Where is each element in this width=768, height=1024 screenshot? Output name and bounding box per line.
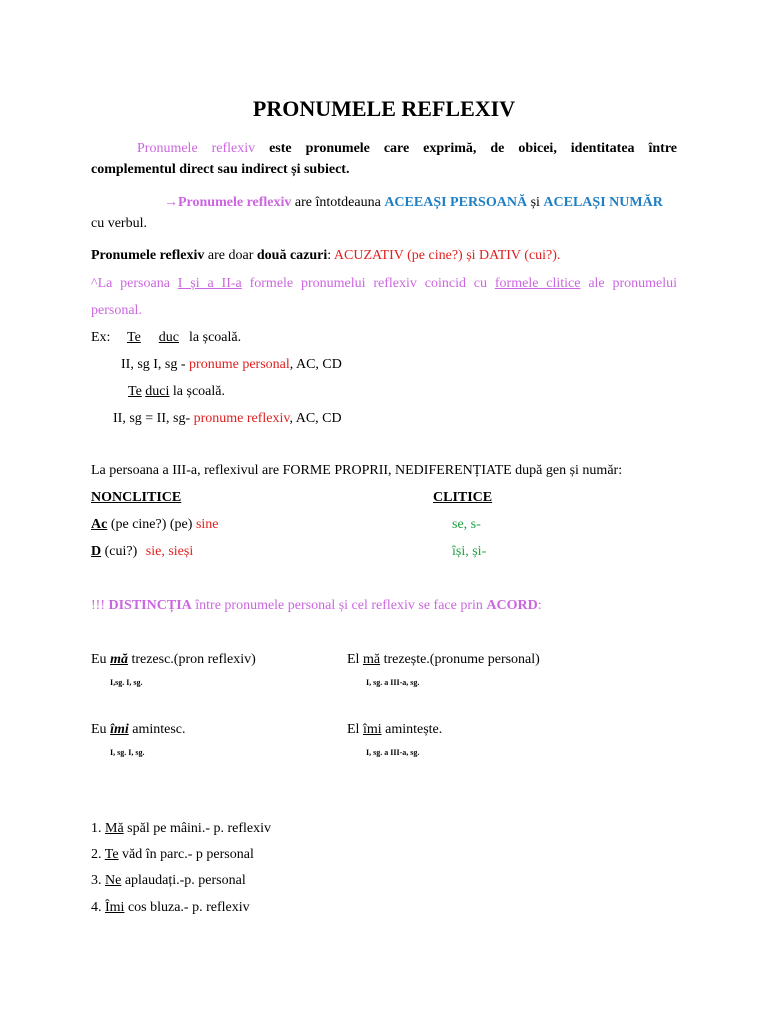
- example-1-analysis: [121, 358, 342, 372]
- agree-row-1-left: [91, 653, 256, 667]
- cases-text: are doar: [207, 248, 254, 263]
- list-text: cos bluza.- p. reflexiv: [127, 900, 250, 915]
- list-text: spăl pe mâini.- p. reflexiv: [127, 821, 272, 836]
- example-word: Te: [128, 384, 142, 399]
- note-underlined: I și a II-a: [177, 276, 242, 291]
- note-text: ale pronumelui: [588, 276, 678, 291]
- analysis-text: II, sg = II, sg-: [113, 411, 191, 426]
- clitic-acuzativ: se, s-: [452, 517, 481, 532]
- example-word: duc: [158, 330, 180, 345]
- example-2-analysis: [113, 412, 342, 426]
- highlight-persoana: ACEEAȘI PERSOANĂ: [384, 195, 528, 210]
- example-1: [91, 331, 110, 345]
- term-pronumele-reflexiv: Pronumele reflexiv: [178, 195, 292, 210]
- list-number: 2.: [91, 847, 102, 862]
- list-number: 3.: [91, 873, 102, 888]
- example-label: Ex:: [91, 330, 111, 345]
- agree-text: trezesc.(pron reflexiv): [131, 652, 256, 667]
- distinction-keyword: ACORD: [486, 598, 538, 613]
- agree-text: amintesc.: [132, 722, 186, 737]
- list-number: 1.: [91, 821, 102, 836]
- list-word: Te: [104, 847, 119, 862]
- page-title: PRONUMELE REFLEXIV: [252, 96, 516, 121]
- definition-line-2: complementul direct sau indirect și subiect.: [91, 162, 350, 177]
- definition-line-1: [91, 142, 677, 156]
- list-word: Îmi: [105, 900, 125, 915]
- cases-count: două cazuri: [256, 248, 328, 263]
- list-word: Ne: [105, 873, 122, 888]
- third-person-intro: La persoana a III-a, reflexivul are FORME PROPRII, NEDIFERENȚIATE după gen și număr:: [91, 463, 623, 478]
- list-item: [91, 822, 271, 836]
- analysis-tail: , AC, CD: [289, 411, 342, 426]
- definition-text: este pronumele care exprimă, de obicei, identitatea între: [269, 141, 678, 156]
- agree-pronoun: îmi: [362, 722, 382, 737]
- list-text: văd în parc.- p personal: [122, 847, 254, 862]
- agree-row-2-left-sub: I, sg. I, sg.: [110, 748, 145, 757]
- arrow-glyph: →: [164, 195, 178, 210]
- agree-subject: El: [347, 722, 360, 737]
- case-question: (pe cine?) (pe): [110, 517, 193, 532]
- distinction-line: [91, 599, 542, 613]
- cases-line: [91, 249, 560, 263]
- highlight-numar: ACELAȘI NUMĂR: [543, 195, 663, 210]
- list-item: [91, 874, 246, 888]
- list-item: [91, 848, 254, 862]
- case-forms: sie, sieși: [145, 544, 194, 559]
- distinction-keyword: DISTINCȚIA: [108, 598, 192, 613]
- agree-row-2-left: [91, 723, 186, 737]
- row-acuzativ: [91, 518, 219, 532]
- list-item: [91, 901, 250, 915]
- analysis-tail: , AC, CD: [289, 357, 342, 372]
- agree-pronoun: mă: [110, 652, 128, 667]
- agree-row-1-left-sub: I,sg. I, sg.: [110, 678, 143, 687]
- row-dativ: [91, 545, 193, 559]
- clitic-dativ: își, și-: [452, 544, 487, 559]
- rule-text: are întotdeauna: [294, 195, 381, 210]
- example-word: duci: [145, 384, 170, 399]
- agree-pronoun: mă: [362, 652, 381, 667]
- distinction-text: :: [537, 598, 542, 613]
- agree-text: trezește.(pronume personal): [383, 652, 540, 667]
- note-underlined: formele clitice: [494, 276, 581, 291]
- example-2-words: [128, 385, 225, 399]
- distinction-text: !!!: [91, 598, 105, 613]
- rule-line-1: [164, 196, 663, 210]
- note-text: formele pronumelui reflexiv coincid cu: [249, 276, 488, 291]
- case-question: (cui?): [104, 544, 138, 559]
- note-line-2: personal.: [91, 303, 142, 318]
- cases-term: Pronumele reflexiv: [91, 248, 205, 263]
- agree-row-2-right-sub: I, sg. a III-a, sg.: [366, 748, 420, 757]
- agree-row-1-right-sub: I, sg. a III-a, sg.: [366, 678, 420, 687]
- case-forms: sine: [195, 517, 219, 532]
- list-number: 4.: [91, 900, 102, 915]
- agree-subject: Eu: [91, 652, 107, 667]
- cases-colon: :: [327, 248, 332, 263]
- agree-text: amintește.: [385, 722, 443, 737]
- distinction-text: între pronumele personal și cel reflexiv se face prin: [195, 598, 483, 613]
- analysis-text: II, sg I, sg -: [121, 357, 186, 372]
- term-pronumele-reflexiv: Pronumele reflexiv: [137, 141, 256, 156]
- example-1-words: [127, 331, 241, 345]
- agree-subject: El: [347, 652, 360, 667]
- rule-line-2: cu verbul.: [91, 216, 147, 231]
- example-text: la școală.: [172, 384, 225, 399]
- example-text: la școală.: [189, 330, 242, 345]
- note-text: ^La persoana: [91, 276, 170, 291]
- list-word: Mă: [105, 821, 124, 836]
- analysis-type: pronume personal: [189, 357, 290, 372]
- agree-row-1-right: [347, 653, 540, 667]
- example-word: Te: [127, 330, 141, 345]
- heading-clitice: CLITICE: [433, 490, 493, 505]
- agree-pronoun: îmi: [110, 722, 129, 737]
- rule-text: și: [530, 195, 540, 210]
- analysis-type: pronume reflexiv: [193, 411, 290, 426]
- case-label: D: [91, 544, 102, 559]
- case-label: Ac: [91, 517, 108, 532]
- agree-subject: Eu: [91, 722, 107, 737]
- list-text: aplaudați.-p. personal: [124, 873, 246, 888]
- cases-list: ACUZATIV (pe cine?) și DATIV (cui?).: [333, 248, 561, 263]
- heading-nonclitice: NONCLITICE: [91, 490, 182, 505]
- agree-row-2-right: [347, 723, 442, 737]
- note-line-1: [91, 277, 677, 291]
